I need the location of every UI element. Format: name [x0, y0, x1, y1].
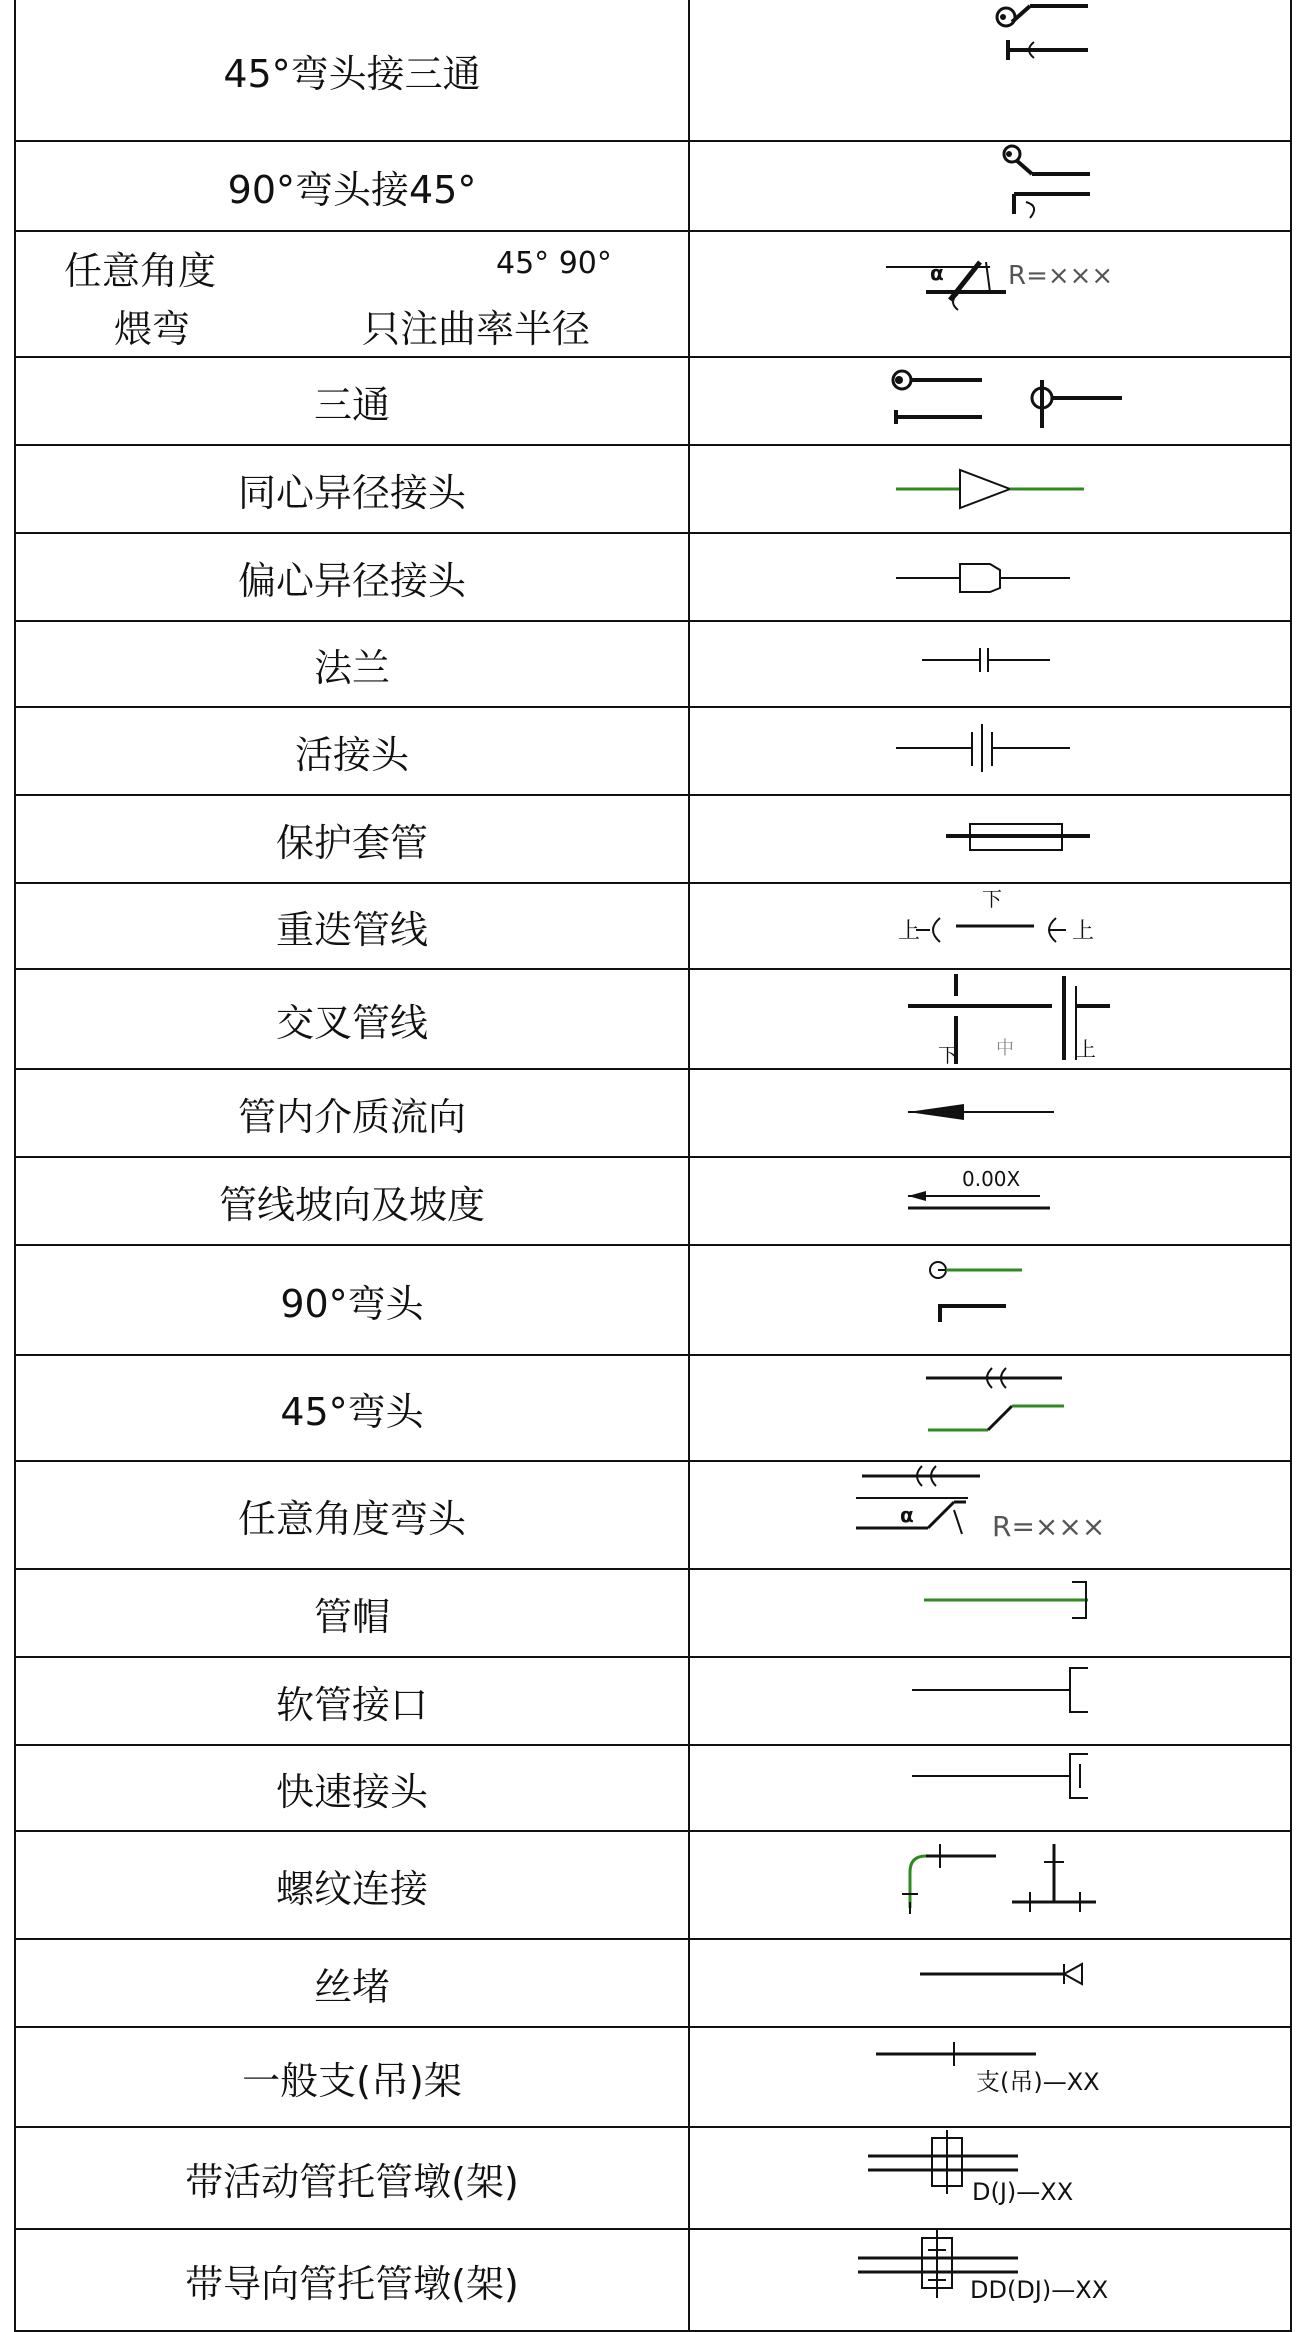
table-row	[15, 533, 1291, 621]
symbol-cell	[689, 1157, 1291, 1245]
pipe-symbol-table	[14, 0, 1292, 2332]
symbol-cell	[689, 141, 1291, 231]
slope-direction-symbol	[690, 1158, 1290, 1244]
table-row	[15, 357, 1291, 445]
union-symbol	[690, 708, 1290, 794]
table-row	[15, 1355, 1291, 1461]
symbol-name: 软管接口	[15, 1657, 689, 1745]
name-part-any-angle: 任意角度	[64, 249, 217, 293]
symbol-name: 带活动管托管墩(架)	[15, 2127, 689, 2229]
cross-label-lower: 下	[938, 1043, 958, 1067]
table-row	[15, 2027, 1291, 2127]
slope-value-label: 0.00X	[962, 1167, 1021, 1191]
table-row	[15, 0, 1291, 141]
guided-support-symbol	[690, 2230, 1290, 2330]
support-code-label: 支(吊)—XX	[976, 2068, 1100, 2096]
symbol-name: 交叉管线	[15, 969, 689, 1069]
symbol-name: 管帽	[15, 1569, 689, 1657]
symbol-cell	[689, 795, 1291, 883]
table-row	[15, 1939, 1291, 2027]
table-row	[15, 1831, 1291, 1939]
table-row	[15, 969, 1291, 1069]
symbol-cell	[689, 883, 1291, 969]
overlap-label-upper-left: 上	[898, 919, 921, 944]
symbol-cell	[689, 1069, 1291, 1157]
hose-connection-symbol	[690, 1658, 1290, 1744]
table-row	[15, 621, 1291, 707]
table-row	[15, 445, 1291, 533]
symbol-cell	[689, 1939, 1291, 2027]
symbol-cell	[689, 1569, 1291, 1657]
table-row	[15, 1069, 1291, 1157]
protective-sleeve-symbol	[690, 796, 1290, 882]
symbol-name: 带导向管托管墩(架)	[15, 2229, 689, 2331]
table-row	[15, 883, 1291, 969]
elbow90-symbol	[690, 1246, 1290, 1354]
elbow90-45-symbol	[690, 142, 1290, 230]
symbol-cell	[689, 445, 1291, 533]
table-row	[15, 707, 1291, 795]
symbol-name: 任意角度弯头	[15, 1461, 689, 1569]
name-part-angles: 45° 90°	[496, 246, 612, 281]
symbol-name: 45°弯头接三通	[15, 0, 689, 141]
crossing-pipes-symbol	[690, 970, 1290, 1068]
symbol-cell	[689, 533, 1291, 621]
symbol-cell	[689, 2027, 1291, 2127]
symbol-name: 三通	[15, 357, 689, 445]
table-row	[15, 141, 1291, 231]
overlap-label-upper-right: 上	[1072, 919, 1095, 944]
pipe-cap-symbol	[690, 1570, 1290, 1656]
symbol-name: 法兰	[15, 621, 689, 707]
symbol-cell	[689, 231, 1291, 357]
symbol-name: 同心异径接头	[15, 445, 689, 533]
alpha-label: α	[900, 1503, 914, 1527]
name-part-radius-note: 只注曲率半径	[362, 307, 591, 351]
general-support-symbol	[690, 2028, 1290, 2126]
symbol-cell	[689, 707, 1291, 795]
symbol-name: 丝堵	[15, 1939, 689, 2027]
alpha-label: α	[930, 261, 944, 285]
symbol-name: 90°弯头接45°	[15, 141, 689, 231]
elbow45-symbol	[690, 1356, 1290, 1460]
symbol-cell	[689, 1245, 1291, 1355]
symbol-name: 快速接头	[15, 1745, 689, 1831]
table-row	[15, 1569, 1291, 1657]
symbol-cell	[689, 1355, 1291, 1461]
tee-symbol	[690, 358, 1290, 444]
symbol-cell	[689, 1461, 1291, 1569]
table-row	[15, 2229, 1291, 2331]
flange-symbol	[690, 622, 1290, 706]
symbol-name: 保护套管	[15, 795, 689, 883]
symbol-cell	[689, 1831, 1291, 1939]
radius-label: R=×××	[1008, 261, 1114, 291]
symbol-name: 活接头	[15, 707, 689, 795]
quick-coupling-symbol	[690, 1746, 1290, 1830]
symbol-cell	[689, 0, 1291, 141]
symbol-cell	[689, 357, 1291, 445]
table-row	[15, 1157, 1291, 1245]
sliding-support-symbol	[690, 2128, 1290, 2228]
symbol-name-composite	[15, 231, 689, 357]
symbol-cell	[689, 969, 1291, 1069]
table-row	[15, 231, 1291, 357]
overlapping-pipes-symbol	[690, 884, 1290, 968]
symbol-cell	[689, 1745, 1291, 1831]
symbol-name: 重迭管线	[15, 883, 689, 969]
table-row	[15, 2127, 1291, 2229]
symbol-name: 管内介质流向	[15, 1069, 689, 1157]
symbol-cell	[689, 2127, 1291, 2229]
symbol-name: 一般支(吊)架	[15, 2027, 689, 2127]
table-row	[15, 795, 1291, 883]
concentric-reducer-symbol	[690, 446, 1290, 532]
support-code-label: DD(DJ)—XX	[970, 2276, 1109, 2304]
table-row	[15, 1461, 1291, 1569]
symbol-name: 管线坡向及坡度	[15, 1157, 689, 1245]
flow-direction-symbol	[690, 1070, 1290, 1156]
table-row	[15, 1657, 1291, 1745]
cross-label-middle: 中	[996, 1038, 1014, 1059]
support-code-label: D(J)—XX	[972, 2178, 1074, 2206]
symbol-name: 45°弯头	[15, 1355, 689, 1461]
table-row	[15, 1745, 1291, 1831]
threaded-plug-symbol	[690, 1940, 1290, 2026]
symbol-name: 偏心异径接头	[15, 533, 689, 621]
bend-any-angle-symbol	[690, 232, 1290, 356]
cross-label-upper: 上	[1076, 1037, 1096, 1061]
table-row	[15, 1245, 1291, 1355]
symbol-cell	[689, 1657, 1291, 1745]
symbol-cell	[689, 2229, 1291, 2331]
eccentric-reducer-symbol	[690, 534, 1290, 620]
symbol-cell	[689, 621, 1291, 707]
overlap-label-lower: 下	[982, 887, 1002, 911]
elbow-any-angle-symbol	[690, 1462, 1290, 1568]
elbow45-tee-symbol	[690, 0, 1290, 140]
threaded-connection-symbol	[690, 1832, 1290, 1938]
radius-label: R=×××	[992, 1510, 1106, 1543]
symbol-table-sheet	[14, 0, 1286, 2332]
symbol-name: 螺纹连接	[15, 1831, 689, 1939]
symbol-name: 90°弯头	[15, 1245, 689, 1355]
name-part-bend: 煨弯	[114, 307, 191, 351]
